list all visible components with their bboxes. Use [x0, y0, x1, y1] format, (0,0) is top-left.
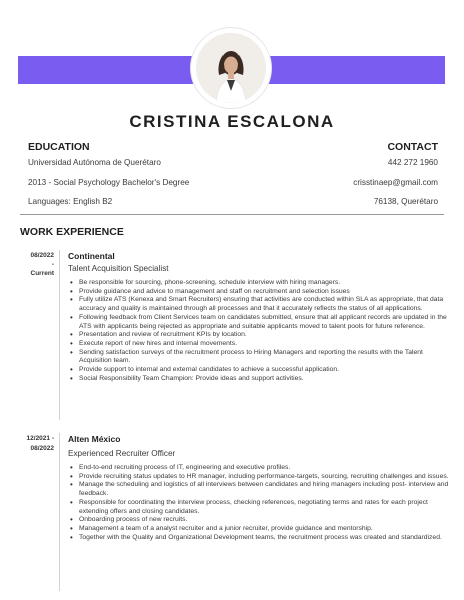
- list-item: • End-to-end recruiting process of IT, engineering and executive profiles.: [79, 464, 457, 473]
- list-item: • Sending satisfaction surveys of the recruitment process to Hiring Managers and reporting the results with the Talent Acquisition team.: [79, 349, 457, 366]
- job-responsibilities: [68, 464, 457, 542]
- job-title: Experienced Recruiter Officer: [68, 449, 176, 458]
- job-date-end: Current: [30, 270, 54, 277]
- list-item: • Social Responsibility Team Champion: Provide ideas and support activities.: [79, 375, 457, 384]
- education-languages: Languages: English B2: [28, 197, 113, 206]
- list-item: • Management a team of a analyst recruiter and a junior recruiter, provide guidance and mentorship.: [79, 525, 457, 534]
- timeline-line: [59, 433, 60, 591]
- list-item: • Provide recruiting status updates to HR manager, including performance-targets, sourcing, recruiting challenges and issues.: [79, 473, 457, 482]
- candidate-name: CRISTINA ESCALONA: [129, 112, 335, 131]
- job-title: Talent Acquisition Specialist: [68, 264, 169, 273]
- contact-heading: CONTACT: [387, 141, 438, 153]
- list-item: • Provide support to internal and external candidates to achieve a successful application.: [79, 366, 457, 375]
- list-item: • Provide guidance and advice to management and staff on recruitment and selection issues: [79, 288, 457, 297]
- avatar: [196, 33, 266, 103]
- contact-phone: 442 272 1960: [387, 158, 438, 167]
- list-item: • Manage the scheduling and logistics of all interviews between candidates and hiring managers including post- interview and feedback.: [79, 481, 457, 498]
- education-degree: 2013 - Social Psychology Bachelor's Degree: [28, 178, 190, 187]
- job-date-separator: -: [51, 261, 54, 268]
- education-university: Universidad Autónoma de Querétaro: [28, 158, 161, 167]
- contact-email: crisstinaep@gmail.com: [353, 178, 438, 187]
- list-item: • Following feedback from Client Services team on candidates submitted, ensure that all applicant records are updated in the ATS with applicants being rejected as appropriate and suitable applicants moved to talent pools for future reference.: [79, 314, 457, 331]
- list-item: • Be responsible for sourcing, phone-screening, schedule interview with hiring managers.: [79, 279, 457, 288]
- job-company: Alten México: [68, 434, 121, 444]
- list-item: • Responsible for coordinating the interview process, checking references, negotiating terms and rates for each project extending offers and closing candidates.: [79, 499, 457, 516]
- contact-location: 76138, Querétaro: [373, 197, 438, 206]
- profile-photo-frame: [191, 28, 271, 108]
- list-item: • Together with the Quality and Organizational Development teams, the recruitment process was created and standardized.: [79, 534, 457, 543]
- list-item: • Onboarding process of new recruits.: [79, 516, 457, 525]
- job-date-start: 12/2021 -: [26, 435, 54, 442]
- section-divider: [20, 214, 444, 215]
- job-responsibilities: [68, 279, 457, 383]
- job-date-end: 08/2022: [30, 445, 54, 452]
- education-heading: EDUCATION: [28, 141, 90, 153]
- work-experience-heading: WORK EXPERIENCE: [20, 226, 124, 238]
- job-company: Continental: [68, 251, 115, 261]
- job-date-start: 08/2022: [30, 252, 54, 259]
- list-item: • Execute report of new hires and internal movements.: [79, 340, 457, 349]
- list-item: • Fully utilize ATS (Kenexa and Smart Recruiters) ensuring that activities are conducted within SLA as appropriate, that data accuracy and quality is maintained through all processes and that it accurately reflects the status of all applications.: [79, 296, 457, 313]
- timeline-line: [59, 250, 60, 420]
- list-item: • Presentation and review of recruitment KPIs by location.: [79, 331, 457, 340]
